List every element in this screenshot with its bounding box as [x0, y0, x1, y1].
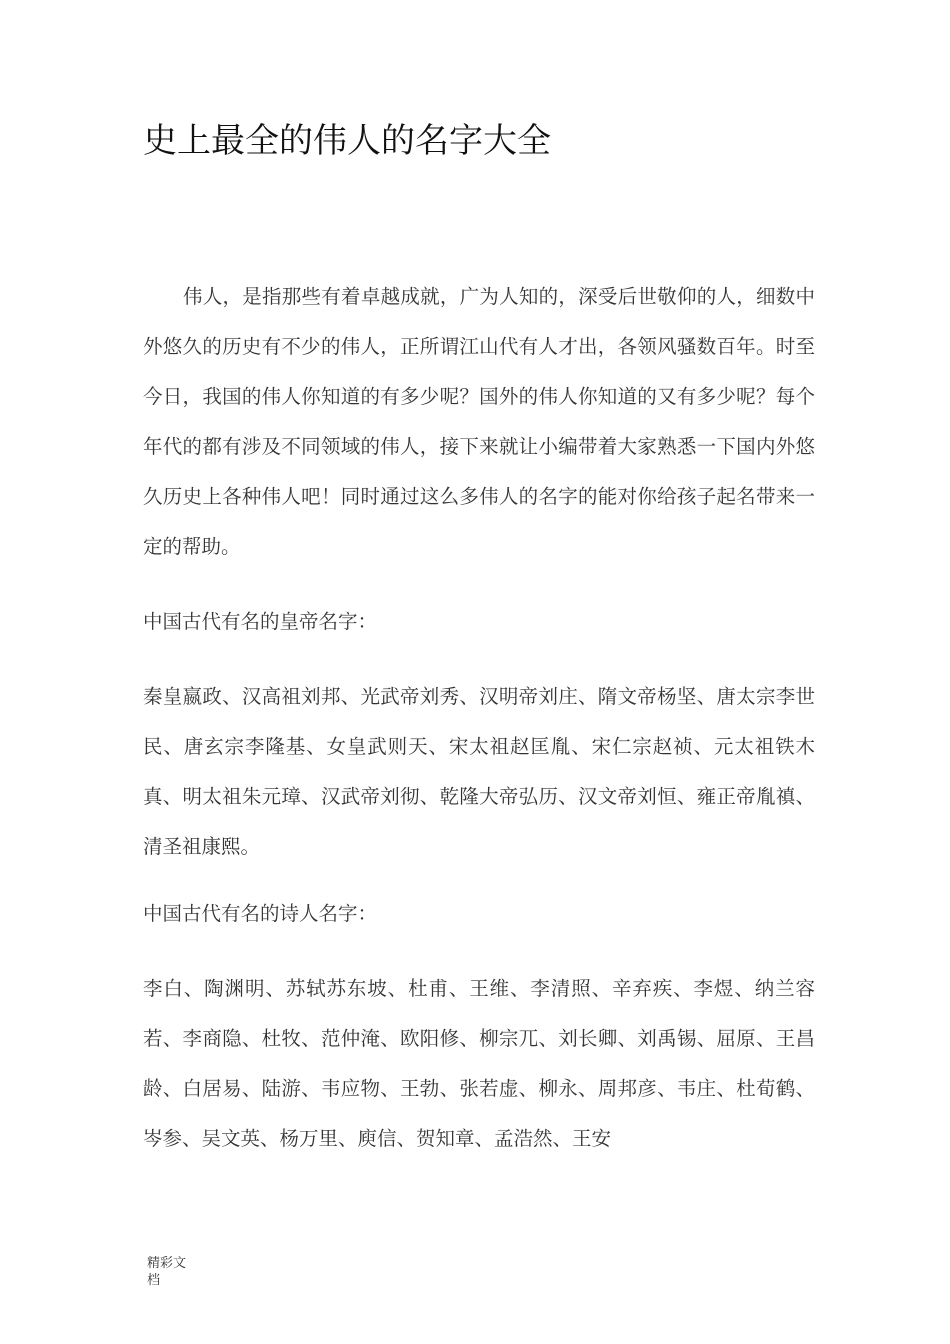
- section-heading-poets: 中国古代有名的诗人名字：: [143, 902, 378, 925]
- poet-names-list: 李白、陶渊明、苏轼苏东坡、杜甫、王维、李清照、辛弃疾、李煜、纳兰容若、李商隐、杜牧、范仲淹、欧阳修、柳宗兀、刘长卿、刘禹锡、屈原、王昌龄、白居易、陆游、韦应物、王勃、张若虚、柳永、周邦彦、韦庄、杜荀鹤、岑参、吴文英、杨万里、庾信、贺知章、孟浩然、王安: [143, 977, 815, 1150]
- footer-label: 精彩文档: [147, 1256, 187, 1288]
- emperor-names-list: 秦皇嬴政、汉高祖刘邦、光武帝刘秀、汉明帝刘庄、隋文帝杨坚、唐太宗李世民、唐玄宗李隆基、女皇武则天、宋太祖赵匡胤、宋仁宗赵祯、元太祖铁木真、明太祖朱元璋、汉武帝刘彻、乾隆大帝弘历、汉文帝刘恒、雍正帝胤禛、清圣祖康熙。: [143, 685, 815, 858]
- intro-paragraph: 伟人，是指那些有着卓越成就，广为人知的，深受后世敬仰的人，细数中外悠久的历史有不少的伟人，正所谓江山代有人才出，各领风骚数百年。时至今日，我国的伟人你知道的有多少呢？国外的伟人你知道的又有多少呢？每个年代的都有涉及不同领域的伟人，接下来就让小编带着大家熟悉一下国内外悠久历史上各种伟人吧！同时通过这么多伟人的名字的能对你给孩子起名带来一定的帮助。: [143, 285, 815, 558]
- page-title: 史上最全的伟人的名字大全: [143, 121, 551, 161]
- section-heading-emperors: 中国古代有名的皇帝名字：: [143, 610, 378, 633]
